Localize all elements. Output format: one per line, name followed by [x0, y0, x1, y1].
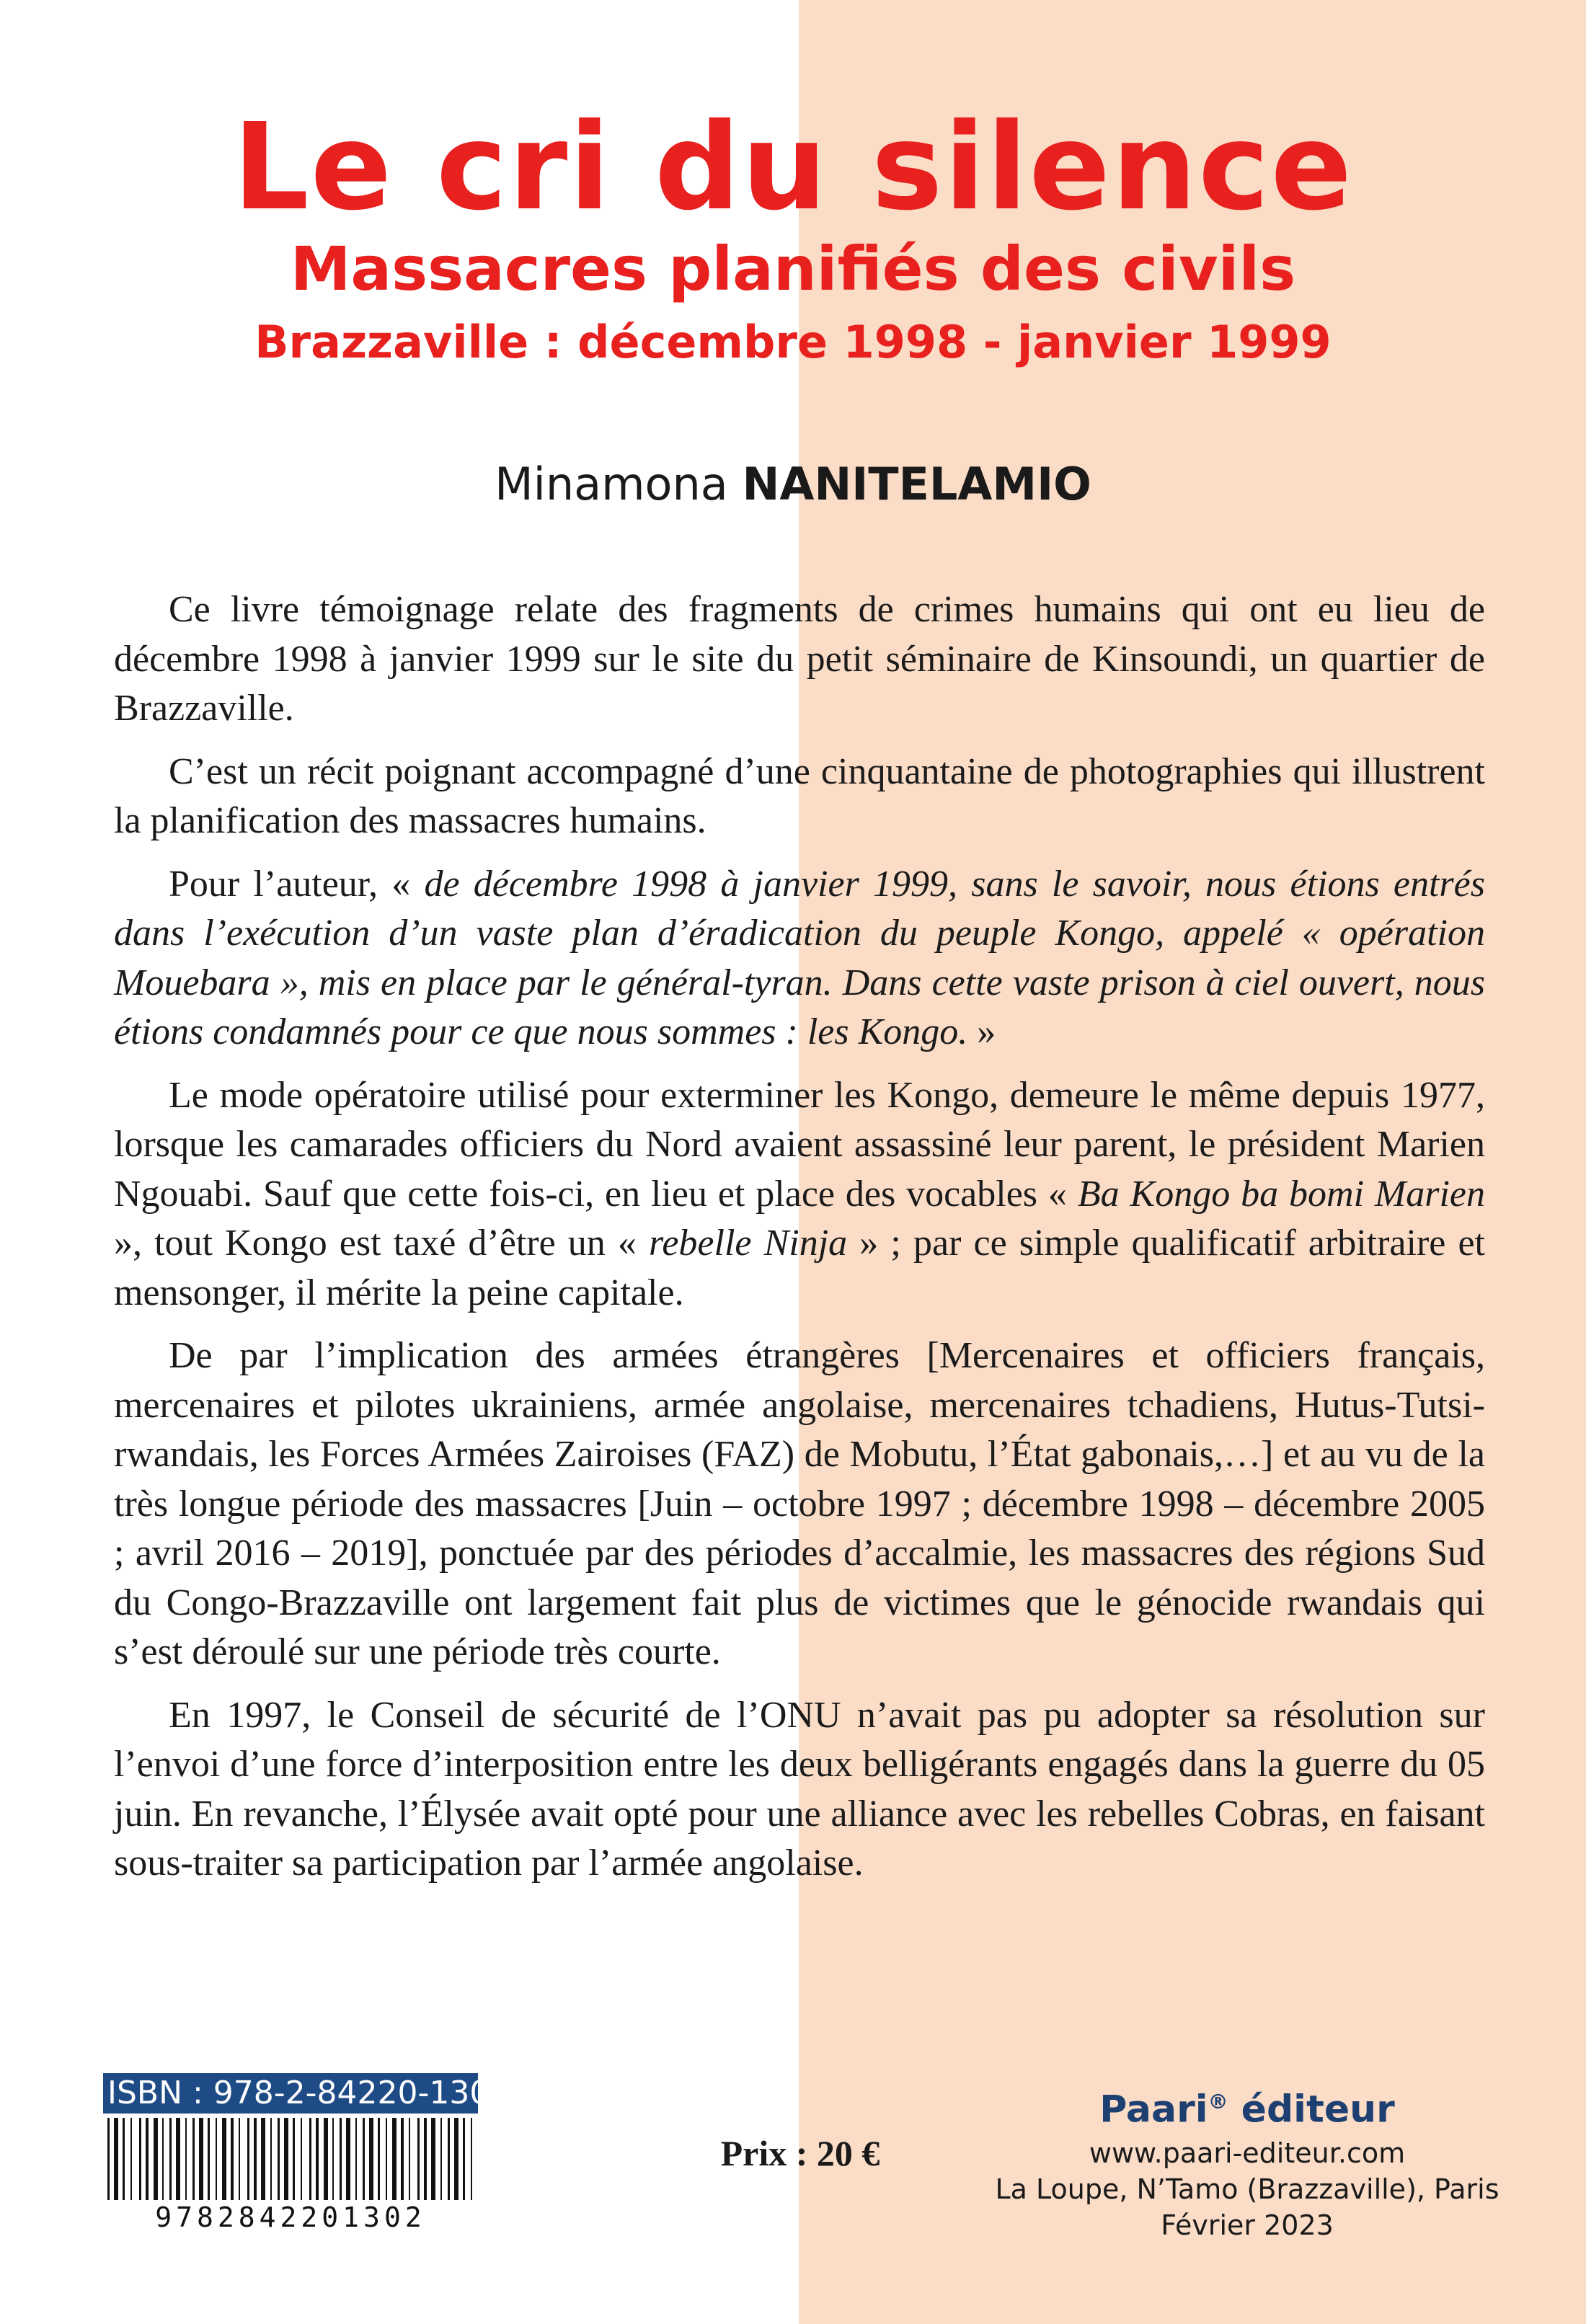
barcode-bar: [169, 2118, 172, 2203]
barcode-bar: [355, 2118, 357, 2203]
book-title: Le cri du silence: [232, 98, 1354, 237]
publisher-website: www.paari-editeur.com: [1089, 2137, 1406, 2170]
barcode-bar: [185, 2118, 187, 2203]
blurb: [114, 585, 1485, 1902]
blurb-paragraph-4: [114, 1071, 1485, 1318]
barcode-bar: [114, 2118, 118, 2203]
barcode-bar: [409, 2118, 410, 2203]
barcode-bar: [261, 2118, 265, 2203]
barcode-bar: [107, 2118, 110, 2203]
publication-date: Février 2023: [1161, 2209, 1334, 2242]
barcode-bar: [440, 2118, 442, 2203]
blurb-paragraph-1: Ce livre témoignage relate des fragments de crimes humains qui ont eu lieu de décembre 1998 à janvier 1999 sur le site du petit séminaire de Kinsoundi, un quartier de Brazzaville.: [114, 589, 1485, 729]
author-last-name: NANITELAMIO: [742, 458, 1091, 510]
barcode-bar: [176, 2118, 180, 2203]
barcode-bar: [254, 2118, 257, 2203]
barcode-bar: [162, 2118, 164, 2203]
barcode-bar: [463, 2118, 465, 2203]
p3-end: »: [967, 1011, 996, 1052]
p4-italic-1: Ba Kongo ba bomi Marien: [1077, 1173, 1485, 1215]
barcode-bar: [392, 2118, 396, 2203]
barcode-bar: [332, 2118, 334, 2203]
p4-italic-2: rebelle Ninja: [649, 1223, 848, 1264]
barcode-bar: [301, 2118, 302, 2203]
publisher-locations: La Loupe, N’Tamo (Brazzaville), Paris: [995, 2173, 1499, 2206]
barcode-bar: [270, 2118, 272, 2203]
barcode-bar: [363, 2118, 365, 2203]
barcode-bar: [284, 2118, 288, 2203]
barcode-bar: [123, 2118, 125, 2203]
barcode-bar: [208, 2118, 210, 2203]
barcode-bar: [417, 2118, 420, 2203]
barcode-bar: [309, 2118, 311, 2203]
author-name: [0, 448, 1586, 520]
blurb-paragraph-6: En 1997, le Conseil de sécurité de l’ONU n’avait pas pu adopter sa résolution sur l’envoi d’une force d’interposition entre les deux belligérants engagés dans la guerre du 05 juin. En revanche, l’Élysée avait opté pour une alliance avec les rebelles Cobras, en faisant sous-traiter sa participation par l’armée angolaise.: [114, 1694, 1485, 1884]
barcode-bar: [222, 2118, 226, 2203]
p3-lead: Pour l’auteur, «: [169, 863, 425, 905]
barcode-bar: [471, 2118, 472, 2203]
barcode-number: 9782842201302: [103, 2200, 478, 2235]
barcode-bar: [192, 2118, 195, 2203]
barcode-bar: [231, 2118, 234, 2203]
blurb-paragraph-3: [114, 860, 1485, 1057]
barcode-bar: [378, 2118, 380, 2203]
book-dates: Brazzaville : décembre 1998 - janvier 1999: [254, 316, 1332, 368]
registered-mark: ®: [1208, 2090, 1228, 2114]
publisher-name: [966, 2076, 1528, 2135]
publisher-brand: Paari: [1099, 2088, 1208, 2132]
barcode-bar: [346, 2118, 350, 2203]
barcode-bar: [216, 2118, 217, 2203]
blurb-paragraph-5: De par l’implication des armées étrangères [Mercenaires et officiers français, mercenaires et pilotes ukrainiens, armée angolaise, mercenaires tchadiens, Hutus-Tutsi-rwandais, les Forces Armées Zairoises (FAZ) de Mobutu, l’État gabonais,…] et au vu de la très longue période des massacres [Juin – octobre 1997 ; décembre 1998 – décembre 2005 ; avril 2016 – 2019], ponctuée par des périodes d’accalmie, les massacres des régions Sud du Congo-Brazzaville ont largement fait plus de victimes que le génocide rwandais qui s’est déroulé sur une période très courte.: [114, 1335, 1485, 1672]
publisher-suffix: éditeur: [1228, 2088, 1395, 2132]
p4-a: Le mode opératoire utilisé pour exterminer les Kongo, demeure le même depuis 1977, lorsque les camarades officiers du Nord avaient assassiné leur parent, le président Marien Ngouabi. Sauf que cette fois-ci, en lieu et place des vocables «: [114, 1074, 1485, 1215]
barcode-bar: [293, 2118, 295, 2203]
barcode-bar: [424, 2118, 427, 2203]
barcode-bar: [130, 2118, 132, 2203]
barcode-bar: [146, 2118, 149, 2203]
barcode-bars: [103, 2118, 478, 2203]
barcode-bar: [239, 2118, 240, 2203]
barcode-bar: [316, 2118, 319, 2203]
barcode-bar: [369, 2118, 373, 2203]
barcode-bar: [386, 2118, 387, 2203]
barcode-bar: [401, 2118, 404, 2203]
barcode-bar: [454, 2118, 458, 2203]
barcode-bar: [278, 2118, 280, 2203]
barcode-bar: [340, 2118, 342, 2203]
barcode-bar: [154, 2118, 158, 2203]
barcode-bar: [199, 2118, 203, 2203]
p4-c: » ; par ce simple qualificatif arbitraire et mensonger, il mérite la peine capitale.: [114, 1223, 1485, 1313]
book-subtitle: Massacres planifiés des civils: [290, 234, 1296, 304]
price: Prix : 20 €: [720, 2133, 880, 2173]
p4-b: », tout Kongo est taxé d’être un «: [114, 1223, 650, 1264]
barcode-bar: [324, 2118, 328, 2203]
barcode-bar: [448, 2118, 450, 2203]
author-first-name: Minamona: [495, 458, 728, 510]
blurb-paragraph-2: C’est un récit poignant accompagné d’une cinquantaine de photographies qui illustrent la planification des massacres humains.: [114, 750, 1485, 841]
barcode-bar: [431, 2118, 435, 2203]
barcode-bar: [139, 2118, 141, 2203]
p3-quote: de décembre 1998 à janvier 1999, sans le savoir, nous étions entrés dans l’exécution d’un vaste plan d’éradication du peuple Kongo, appelé « opération Mouebara », mis en place par le général-tyran. Dans cette vaste prison à ciel ouvert, nous étions condamnés pour ce que nous sommes : les Kongo.: [114, 863, 1485, 1052]
barcode-bar: [247, 2118, 249, 2203]
publisher-block: [966, 2076, 1528, 2243]
isbn-label: ISBN : 978-2-84220-130-2: [103, 2073, 478, 2114]
